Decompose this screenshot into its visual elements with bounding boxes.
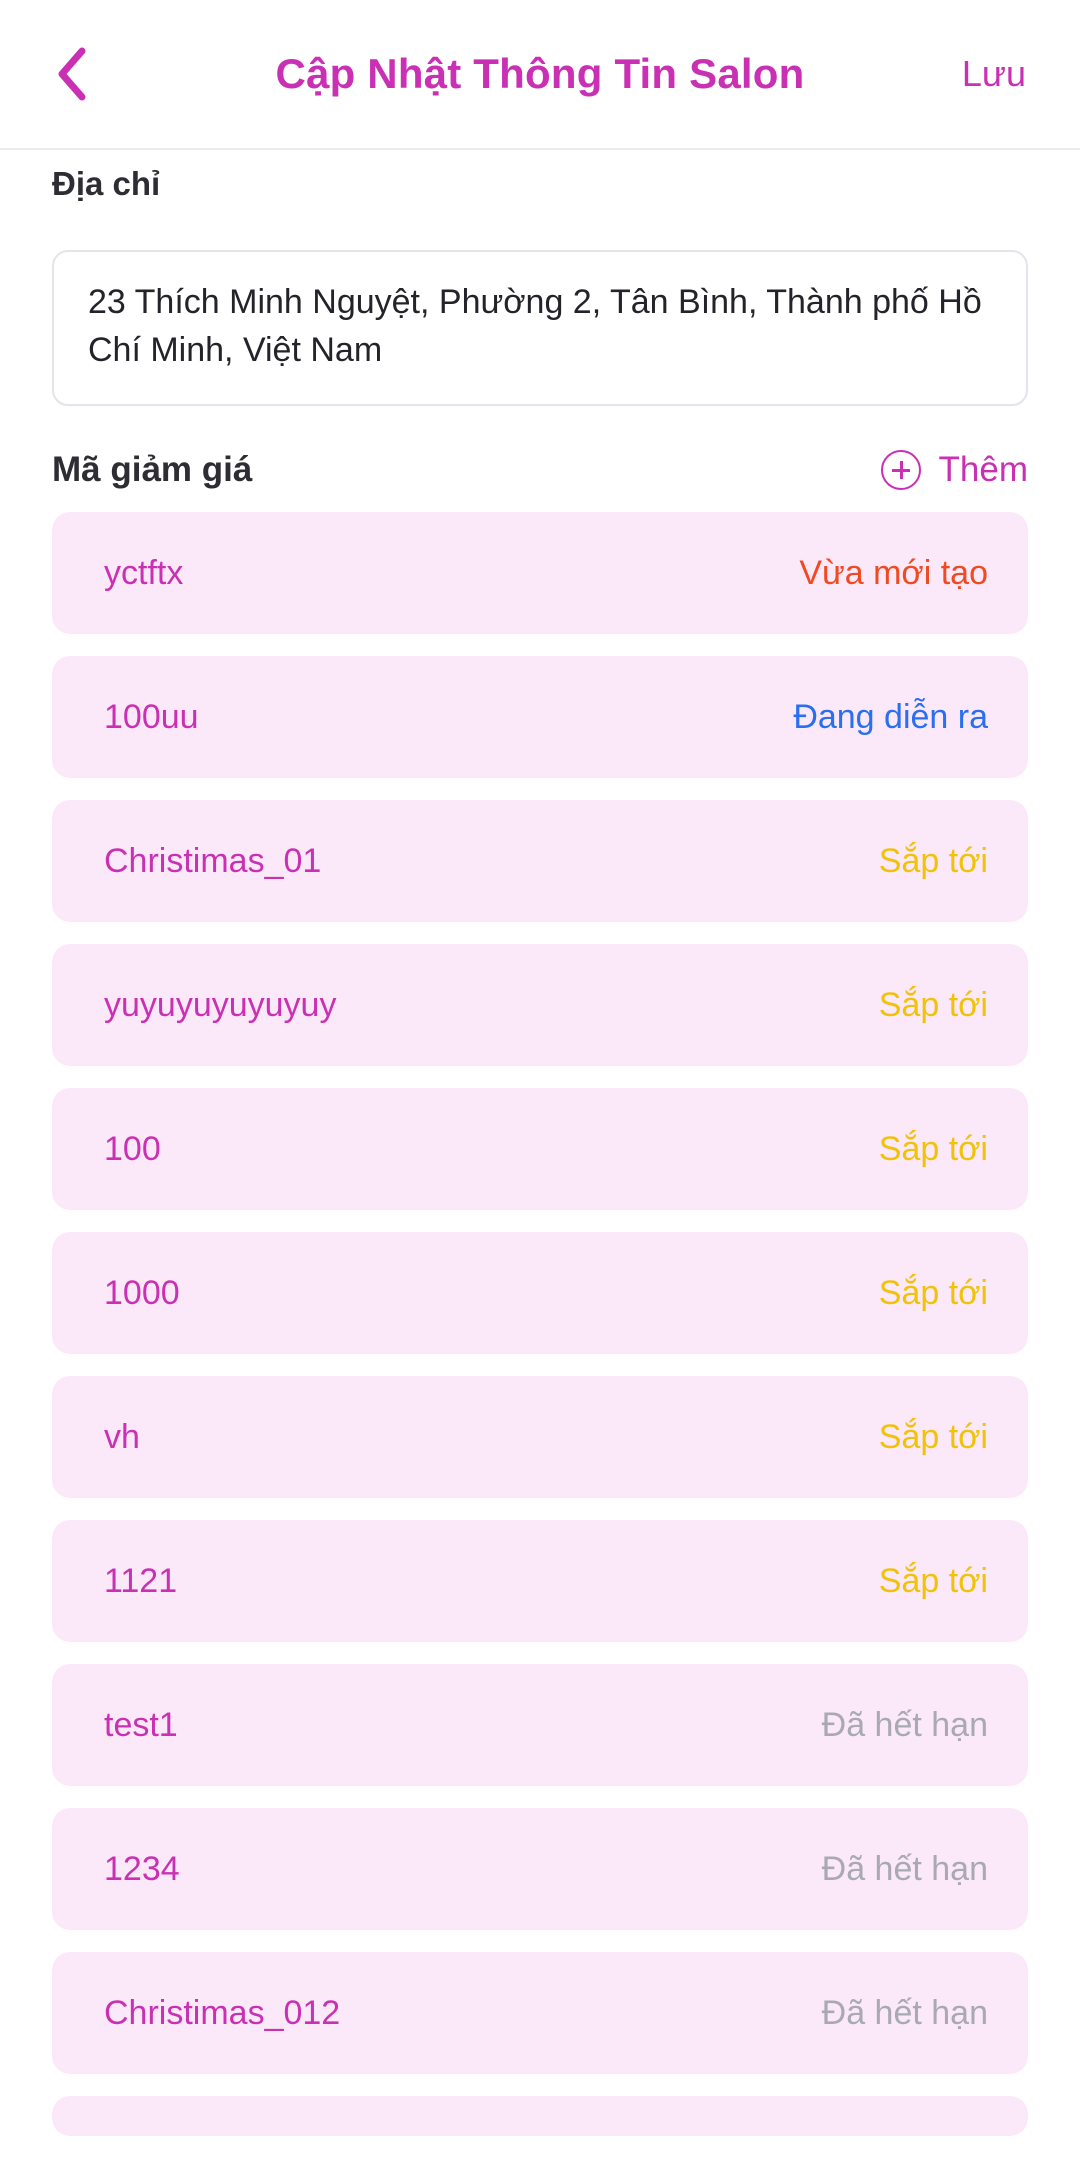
- list-item[interactable]: [52, 944, 1028, 1066]
- status-badge: Sắp tới: [878, 985, 988, 1024]
- list-item[interactable]: [52, 1088, 1028, 1210]
- voucher-code: vh: [104, 1417, 140, 1456]
- list-item[interactable]: [52, 512, 1028, 634]
- add-voucher-label: Thêm: [938, 450, 1028, 489]
- status-badge: Sắp tới: [878, 1129, 988, 1168]
- voucher-code: 1121: [104, 1561, 178, 1600]
- status-badge: Đã hết hạn: [821, 1849, 988, 1888]
- voucher-code: yctftx: [104, 553, 184, 592]
- voucher-code: 1000: [104, 1273, 180, 1312]
- app-header: [0, 0, 1080, 148]
- vouchers-section-title: Mã giảm giá: [52, 450, 253, 489]
- list-item[interactable]: [52, 800, 1028, 922]
- list-item[interactable]: [52, 1520, 1028, 1642]
- list-item[interactable]: [52, 2096, 1028, 2136]
- address-value: 23 Thích Minh Nguyệt, Phường 2, Tân Bình, Thành phố Hồ Chí Minh, Việt Nam: [88, 283, 982, 369]
- voucher-code: Christimas_01: [104, 841, 322, 880]
- status-badge: Vừa mới tạo: [799, 553, 988, 592]
- chevron-left-icon: [52, 45, 94, 103]
- status-badge: Sắp tới: [878, 1273, 988, 1312]
- vouchers-section-header: [52, 450, 1028, 490]
- voucher-code: 100uu: [104, 697, 199, 736]
- voucher-list: [52, 512, 1028, 2136]
- list-item[interactable]: [52, 656, 1028, 778]
- list-item[interactable]: [52, 1664, 1028, 1786]
- back-button[interactable]: [52, 44, 112, 104]
- voucher-code: yuyuyuyuyuyuy: [104, 985, 337, 1024]
- status-badge: Sắp tới: [878, 1561, 988, 1600]
- status-badge: Sắp tới: [878, 841, 988, 880]
- scroll-content[interactable]: [0, 148, 1080, 2160]
- status-badge: Đã hết hạn: [821, 1705, 988, 1744]
- plus-circle-icon: [881, 450, 921, 490]
- list-item[interactable]: [52, 1952, 1028, 2074]
- list-item[interactable]: [52, 1376, 1028, 1498]
- voucher-code: test1: [104, 1705, 178, 1744]
- page-title: Cập Nhật Thông Tin Salon: [275, 50, 805, 97]
- voucher-code: Christimas_012: [104, 1993, 341, 2032]
- list-item[interactable]: [52, 1232, 1028, 1354]
- save-button[interactable]: Lưu: [961, 53, 1026, 94]
- voucher-code: 100: [104, 1129, 161, 1168]
- add-voucher-button[interactable]: [881, 450, 1028, 490]
- status-badge: Đang diễn ra: [793, 697, 988, 736]
- status-badge: Sắp tới: [878, 1417, 988, 1456]
- address-input[interactable]: [52, 250, 1028, 406]
- status-badge: Đã hết hạn: [821, 1993, 988, 2032]
- voucher-code: 1234: [104, 1849, 180, 1888]
- list-item[interactable]: [52, 1808, 1028, 1930]
- address-label: Địa chỉ: [52, 165, 161, 202]
